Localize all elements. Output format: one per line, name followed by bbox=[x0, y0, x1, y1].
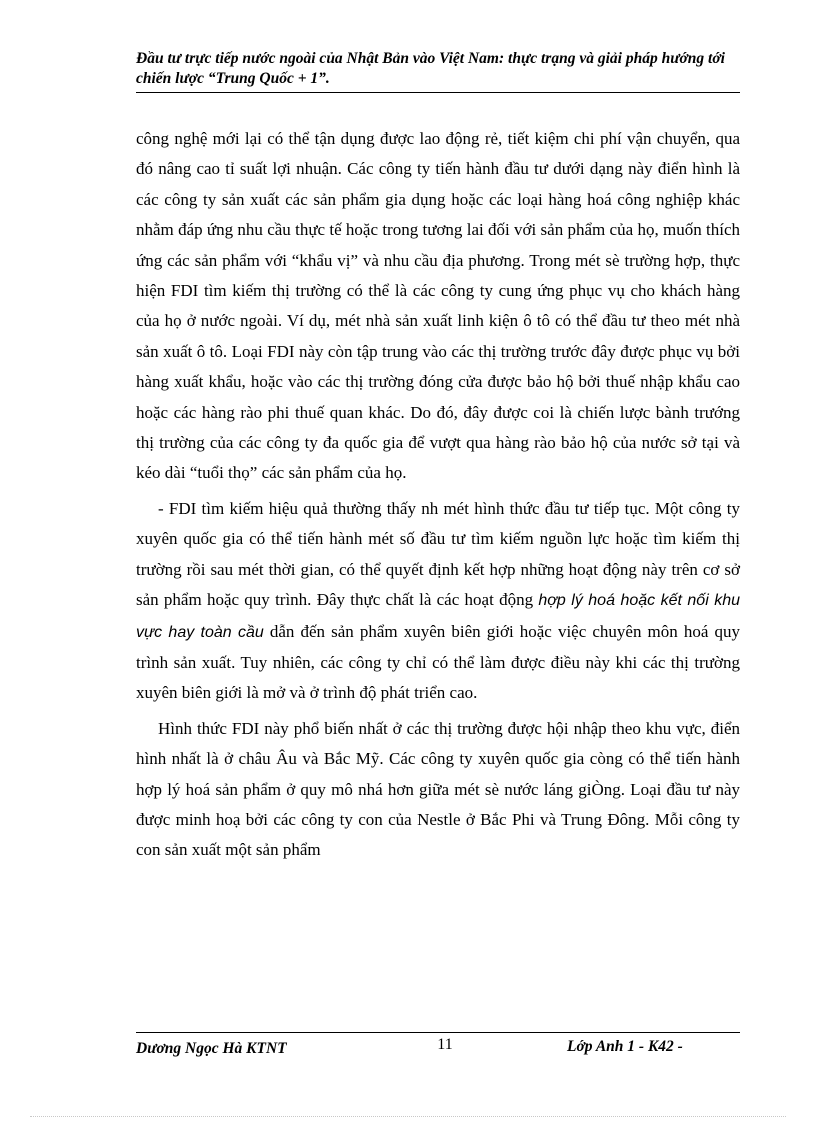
page-number: 11 bbox=[437, 1036, 453, 1053]
footer-author: Dương Ngọc Hà KTNT bbox=[136, 1040, 287, 1057]
paragraph-1: công nghệ mới lại có thể tận dụng được lao động rẻ, tiết kiệm chi phí vận chuyển, qua đó nâng cao tỉ suất lợi nhuận. Các công ty tiến hành đầu tư dưới dạng này điển hình là các công ty sản xuất các sản phẩm gia dụng hoặc các loại hàng hoá công nghiệp khác nhằm đáp ứng nhu cầu thực tế hoặc trong tương lai đối với sản phẩm của họ, muốn thích ứng các sản phẩm với “khẩu vị” và nhu cầu địa phương. Trong mét sè trường hợp, thực hiện FDI tìm kiếm thị trường có thể là các công ty cung ứng phục vụ cho khách hàng của họ ở nước ngoài. Ví dụ, mét nhà sản xuất linh kiện ô tô có thể đầu tư theo mét nhà sản xuất ô tô. Loại FDI này còn tập trung vào các thị trường trước đây được phục vụ bởi hàng xuất khẩu, hoặc vào các thị trường đóng cửa được bảo hộ bởi thuế nhập khẩu cao hoặc các hàng rào phi thuế quan khác. Do đó, đây được coi là chiến lược bành trướng thị trường của các công ty đa quốc gia để vượt qua hàng rào bảo hộ của nước sở tại và kéo dài “tuổi thọ” các sản phẩm của họ. bbox=[136, 129, 740, 483]
paragraph-3: Hình thức FDI này phổ biến nhất ở các thị trường được hội nhập theo khu vực, điển hình nhất là ở châu Âu và Bắc Mỹ. Các công ty xuyên quốc gia còng có thể tiến hành hợp lý hoá sản phẩm ở quy mô nhá hơn giữa mét sè nước láng giÒng. Loại đầu tư này được minh hoạ bởi các công ty con của Nestle ở Bắc Phi và Trung Đông. Mỗi công ty con sản xuất một sản phẩm bbox=[136, 718, 740, 860]
paragraph-2-emphasis: hợp lý hoá hoặc kết nối khu vực hay toàn cầu bbox=[136, 592, 741, 641]
footer-divider bbox=[136, 1032, 740, 1033]
paragraph-2-text-end: dẫn đến sản phẩm xuyên biên giới hoặc việc chuyên môn hoá quy trình sản xuất. Tuy nhiên, các công ty chỉ có thể làm được điều này khi các thị trường xuyên biên giới là mở và ở trình độ phát triển cao. bbox=[136, 621, 740, 703]
paragraph-2 bbox=[136, 494, 740, 709]
footer-class-label: Lớp Anh 1 - K42 - bbox=[567, 1038, 683, 1055]
page-body bbox=[136, 124, 740, 871]
page-bottom-dotted-line bbox=[30, 1116, 786, 1117]
header-divider bbox=[136, 92, 740, 93]
paragraph-2-text-start: - FDI tìm kiếm hiệu quả thường thấy nh mét hình thức đầu tư tiếp tục. Một công ty xuyên quốc gia có thể tiến hành mét số đầu tư tìm kiếm nguồn lực hoặc tìm kiếm thị trường rồi sau mét thời gian, có thể quyết định kết hợp những hoạt động này trên cơ sở sản phẩm hoặc quy trình. Đây thực chất là các hoạt động bbox=[136, 498, 740, 610]
header-title: Đầu tư trực tiếp nước ngoài của Nhật Bản vào Việt Nam: thực trạng và giải pháp hướng tới chiến lược “Trung Quốc + 1”. bbox=[136, 50, 725, 87]
running-header bbox=[136, 49, 740, 89]
